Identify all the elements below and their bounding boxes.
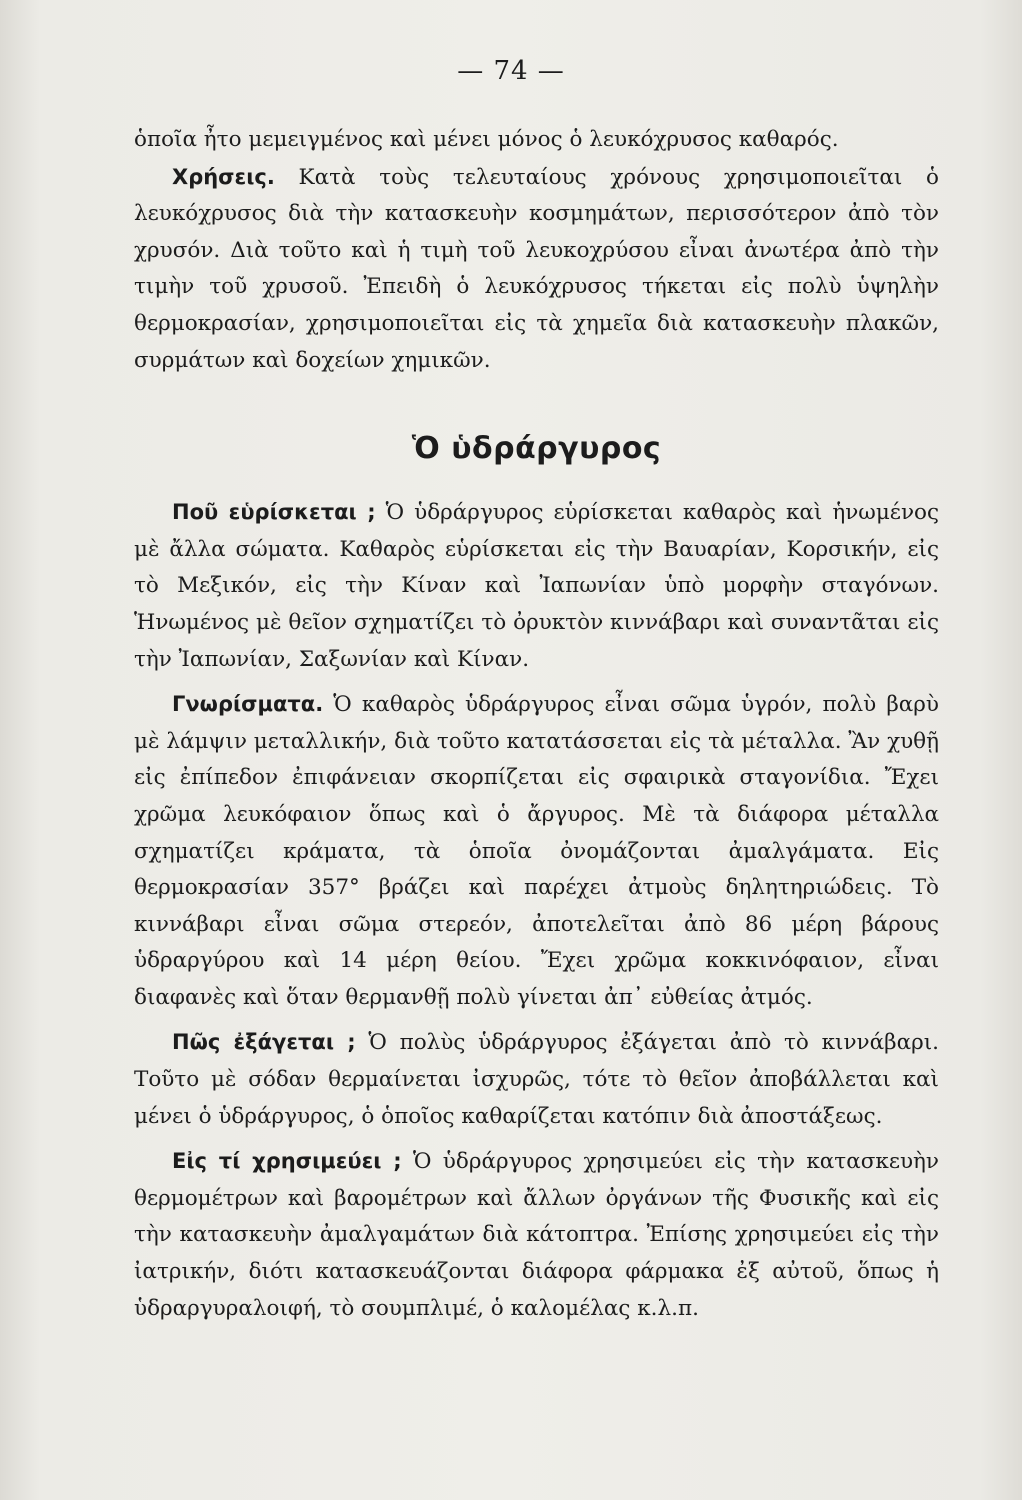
extraction-label: Πῶς ἐξάγεται ; (172, 1030, 356, 1055)
where-found-text: Ὁ ὑδράργυρος εὑρίσκεται καθαρὸς καὶ ἡνωμένος μὲ ἄλλα σώματα. Καθαρὸς εὑρίσκεται εἰς τὴν Βαυαρίαν, Κορσικήν, εἰς τὸ Μεξικόν, εἰς τὴν Κίναν καὶ Ἰαπωνίαν ὑπὸ μορφὴν σταγόνων. Ἡνωμένος μὲ θεῖον σχηματίζει τὸ ὀρυκτὸν κιννάβαρι καὶ συναντᾶται εἰς τὴν Ἰαπωνίαν, Σαξωνίαν καὶ Κίναν. (134, 500, 939, 672)
uses-label: Χρήσεις. (172, 164, 275, 189)
continuation-line: ὁποῖα ἦτο μεμειγμένος καὶ μένει μόνος ὁ λευκόχρυσος καθαρός. (134, 127, 839, 152)
uses-of-mercury-paragraph (134, 1143, 939, 1327)
section-title: Ὁ ὑδράργυρος (411, 431, 662, 467)
uses-paragraph (134, 159, 939, 380)
characteristics-text: Ὁ καθαρὸς ὑδράργυρος εἶναι σῶμα ὑγρόν, πολὺ βαρὺ μὲ λάμψιν μεταλλικήν, διὰ τοῦτο κατατάσσεται εἰς τὰ μέταλλα. Ἂν χυθῇ εἰς ἐπίπεδον ἐπιφάνειαν σκορπίζεται εἰς σφαιρικὰ σταγονίδια. Ἔχει χρῶμα λευκόφαιον ὅπως καὶ ὁ ἄργυρος. Μὲ τὰ διάφορα μέταλλα σχηματίζει κράματα, τὰ ὁποῖα ὀνομάζονται ἀμαλγάματα. Εἰς θερμοκρασίαν 357° βράζει καὶ παρέχει ἀτμοὺς δηλητηριώδεις. Τὸ κιννάβαρι εἶναι σῶμα στερεόν, ἀποτελεῖται ἀπὸ 86 μέρη βάρους ὑδραργύρου καὶ 14 μέρη θείου. Ἔχει χρῶμα κοκκινόφαιον, εἶναι διαφανὲς καὶ ὅταν θερμανθῇ πολὺ γίνεται ἀπ᾿ εὐθείας ἀτμός. (134, 692, 939, 1010)
extraction-text: Ὁ πολὺς ὑδράργυρος ἐξάγεται ἀπὸ τὸ κιννάβαρι. Τοῦτο μὲ σόδαν θερμαίνεται ἰσχυρῶς, τότε τὸ θεῖον ἀποβάλλεται καὶ μένει ὁ ὑδράργυρος, ὁ ὁποῖος καθαρίζεται κατόπιν διὰ ἀποστάξεως. (134, 1030, 939, 1129)
where-found-label: Ποῦ εὑρίσκεται ; (172, 500, 376, 525)
where-found-paragraph (134, 494, 939, 678)
uses-of-mercury-label: Εἰς τί χρησιμεύει ; (172, 1149, 402, 1174)
extraction-paragraph (134, 1024, 939, 1135)
characteristics-paragraph (134, 686, 939, 1016)
page-content (134, 122, 939, 1327)
uses-text: Κατὰ τοὺς τελευταίους χρόνους χρησιμοποιεῖται ὁ λευκόχρυσος διὰ τὴν κατασκευὴν κοσμημάτων, περισσότερον ἀπὸ τὸν χρυσόν. Διὰ τοῦτο καὶ ἡ τιμὴ τοῦ λευκοχρύσου εἶναι ἀνωτέρα ἀπὸ τὴν τιμὴν τοῦ χρυσοῦ. Ἐπειδὴ ὁ λευκόχρυσος τήκεται εἰς πολὺ ὑψηλὴν θερμοκρασίαν, χρησιμοποιεῖται εἰς τὰ χημεῖα διὰ κατασκευὴν πλακῶν, συρμάτων καὶ δοχείων χημικῶν. (134, 164, 939, 373)
page-number: — 74 — (457, 56, 565, 86)
uses-of-mercury-text: Ὁ ὑδράργυρος χρησιμεύει εἰς τὴν κατασκευὴν θερμομέτρων καὶ βαρομέτρων καὶ ἄλλων ὀργάνων τῆς Φυσικῆς καὶ εἰς τὴν κατασκευὴν ἀμαλγαμάτων διὰ κάτοπτρα. Ἐπίσης χρησιμεύει εἰς τὴν ἰατρικήν, διότι κατασκευάζονται διάφορα φάρμακα ἐξ αὐτοῦ, ὅπως ἡ ὑδραργυραλοιφή, τὸ σουμπλιμέ, ὁ καλομέλας κ.λ.π. (134, 1149, 939, 1321)
characteristics-label: Γνωρίσματα. (172, 692, 324, 717)
